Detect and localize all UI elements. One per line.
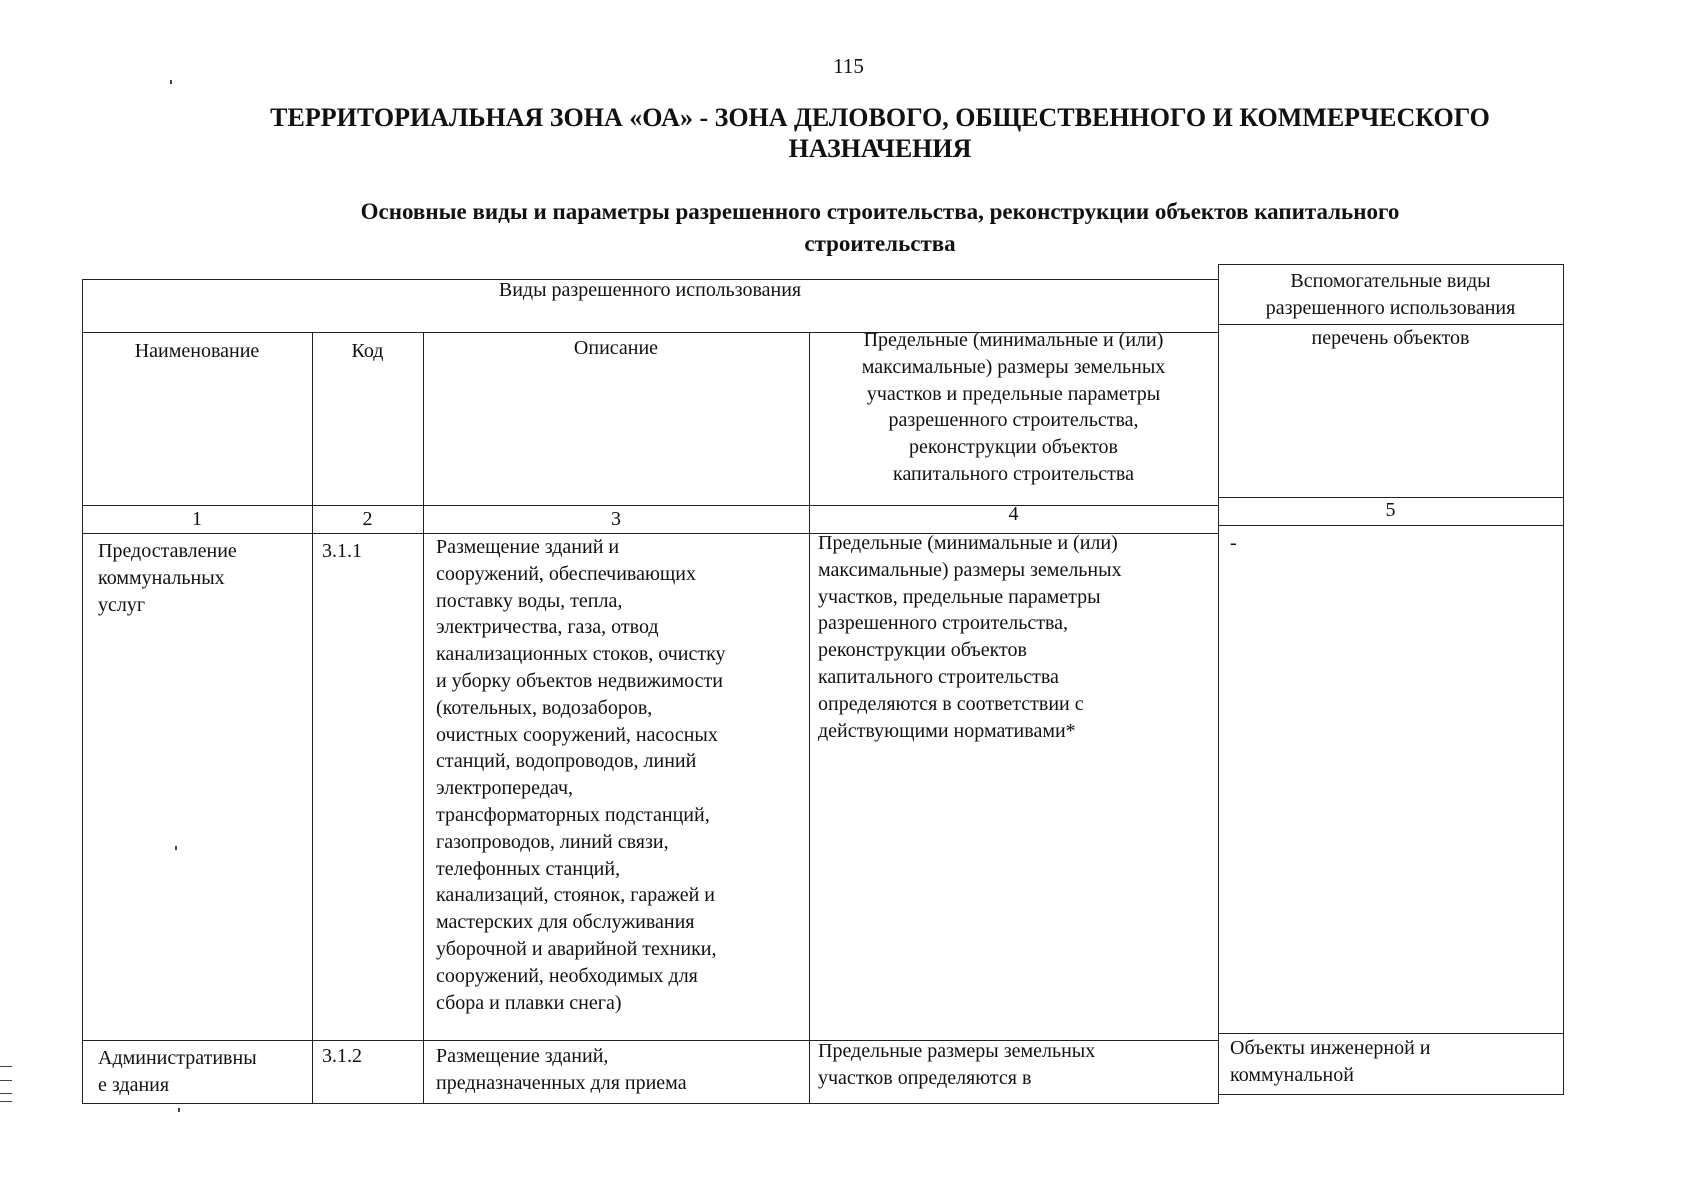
scan-speck: [170, 80, 172, 84]
table-rule: [423, 332, 424, 1104]
header-aux-objects: перечень объектов: [1311, 327, 1470, 349]
scan-speck: [178, 1108, 180, 1112]
column-number: 2: [362, 508, 373, 530]
row-2-name: Административны е здания: [98, 1047, 257, 1096]
table-rule: [1218, 264, 1563, 265]
row-1-description: Размещение зданий и сооружений, обеспечивающих поставку воды, тепла, электричества, газа, отвод канализационных стоков, очистку и уборку объектов недвижимости (котельных, водозаборов, очистных сооружений, насосных станций, водопроводов, линий электропередач, трансформаторных подстанций, газопроводов, линий связи, телефонных станций, канализаций, стоянок, гаражей и мастерских для обслуживания уборочной и аварийной техники, сооружений, необходимых для сбора и плавки снега): [436, 536, 726, 1014]
column-number: 5: [1385, 499, 1396, 521]
binding-mark: [0, 1080, 12, 1081]
table-rule: [1218, 1094, 1563, 1095]
column-number: 4: [1008, 503, 1019, 525]
scan-speck: [175, 846, 177, 850]
header-description: Описание: [573, 337, 659, 359]
table-rule: [1218, 1033, 1563, 1034]
table-rule: [1218, 525, 1563, 526]
row-1-limits: Предельные (минимальные и (или) максимальные) размеры земельных участков, предельные параметры разрешенного строительства, реконструкции объектов капитального строительства определяются в соответствии с действующими нормативами*: [818, 532, 1122, 742]
header-name: Наименование: [134, 340, 260, 362]
zone-title: ТЕРРИТОРИАЛЬНАЯ ЗОНА «ОА» - ЗОНА ДЕЛОВОГО, ОБЩЕСТВЕННОГО И КОММЕРЧЕСКОГО НАЗНАЧЕНИЯ: [270, 103, 1490, 163]
row-2-code: 3.1.2: [322, 1045, 362, 1067]
table-rule: [1218, 264, 1219, 1104]
column-number: 1: [192, 508, 202, 530]
binding-mark: [0, 1066, 12, 1067]
row-1-aux-objects: -: [1230, 532, 1237, 554]
group-header-main: Виды разрешенного использования: [498, 279, 802, 301]
column-number: 3: [611, 508, 621, 530]
table-rule: [82, 279, 83, 1104]
binding-mark: [0, 1101, 12, 1102]
section-subtitle: Основные виды и параметры разрешенного строительства, реконструкции объектов капитального строительства: [360, 199, 1400, 256]
row-1-name: Предоставление коммунальных услуг: [98, 540, 237, 616]
row-2-limits: Предельные размеры земельных участков определяются в: [818, 1040, 1096, 1089]
row-2-aux-objects: Объекты инженерной и коммунальной: [1230, 1037, 1431, 1086]
table-rule: [82, 1103, 1218, 1104]
header-code: Код: [351, 340, 384, 362]
group-header-aux: Вспомогательные виды разрешенного использования: [1265, 270, 1516, 319]
binding-mark: [0, 1093, 12, 1094]
page-number: 115: [833, 54, 864, 78]
row-1-code: 3.1.1: [322, 540, 362, 562]
table-rule: [312, 332, 313, 1104]
header-limits: Предельные (минимальные и (или) максимальные) размеры земельных участков и предельные параметры разрешенного строительства, реконструкции объектов капитального строительства: [861, 329, 1166, 485]
row-2-description: Размещение зданий, предназначенных для приема: [436, 1045, 687, 1094]
table-rule: [1563, 264, 1564, 1095]
